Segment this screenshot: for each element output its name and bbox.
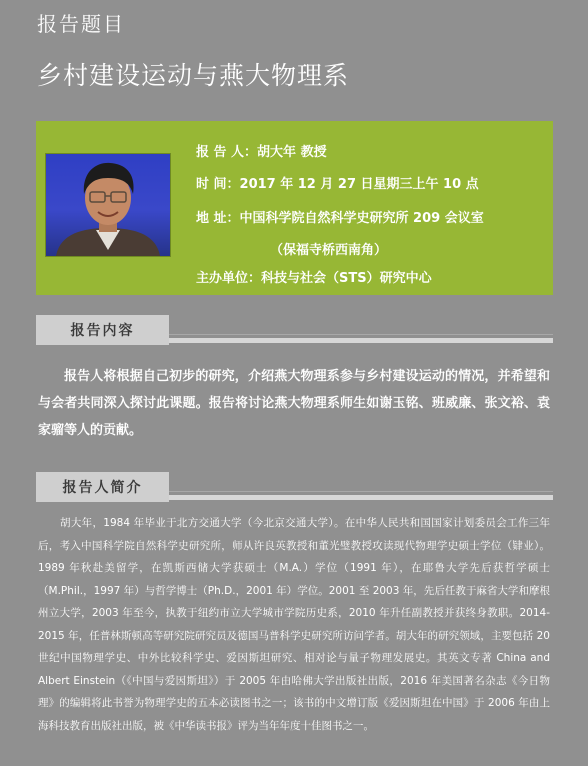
bio-paragraph: 胡大年，1984 年毕业于北方交通大学（今北京交通大学）。在中华人民共和国国家计划委员会工作三年后，考入中国科学院自然科学史研究所，师从许良英教授和董光璧教授攻读现代物理学史硕士学位（肄业）。1989 年秋赴美留学，在凯斯西储大学获硕士（M.A.）学位（1991 年），在耶鲁大学先后获哲学硕士（M.Phil.，1997 年）与哲学博士（Ph.D.，2001 年）学位。2001 至 2003 年，先后任教于麻省大学和摩根州立大学，2003 年至今，执教于纽约市立大学城市学院历史系，2010 年升任副教授并获终身教职。2014-2015 年，任普林斯顿高等研究院研究员及德国马普科学史研究所访问学者。胡大年的研究领域，主要包括 20 世纪中国物理学史、中外比较科学史、爱因斯坦研究、相对论与量子物理发展史。其英文专著 China and Albert Einstein（《中国与爱因斯坦》）于 2005 年由哈佛大学出版社出版，2016 年美国著名杂志《今日物理》的编辑将此书誉为物理学史的五本必读图书之一；该书的中文增订版《爱因斯坦在中国》于 2006 年由上海科技教育出版社出版，被《中华读书报》评为当年年度十佳图书之一。 [38, 517, 550, 732]
location-row: 地 址：中国科学院自然科学史研究所 209 会议室 [196, 211, 484, 226]
organizer-row: 主办单位：科技与社会（STS）研究中心 [196, 271, 432, 286]
reporter-row: 报 告 人：胡大年 教授 [196, 145, 327, 160]
section-divider [169, 491, 553, 492]
info-box [36, 121, 553, 295]
speaker-photo [45, 153, 171, 257]
time-row: 时 间：2017 年 12 月 27 日星期三上午 10 点 [196, 177, 479, 192]
section-divider [169, 338, 553, 343]
section-title-bio: 报告人简介 [36, 472, 169, 502]
section-divider [169, 334, 553, 335]
section-header-bio [36, 472, 553, 502]
section-divider [169, 495, 553, 500]
content-paragraph: 报告人将根据自己初步的研究，介绍燕大物理系参与乡村建设运动的情况，并希望和与会者共同深入探讨此课题。报告将讨论燕大物理系师生如谢玉铭、班威廉、张文裕、袁家骝等人的贡献。 [38, 369, 550, 438]
title-label: 报告题目 [37, 12, 125, 36]
location-note: （保福寺桥西南角） [270, 243, 388, 258]
section-title-content: 报告内容 [36, 315, 169, 345]
page-title: 乡村建设运动与燕大物理系 [37, 61, 350, 90]
section-header-content [36, 315, 553, 345]
